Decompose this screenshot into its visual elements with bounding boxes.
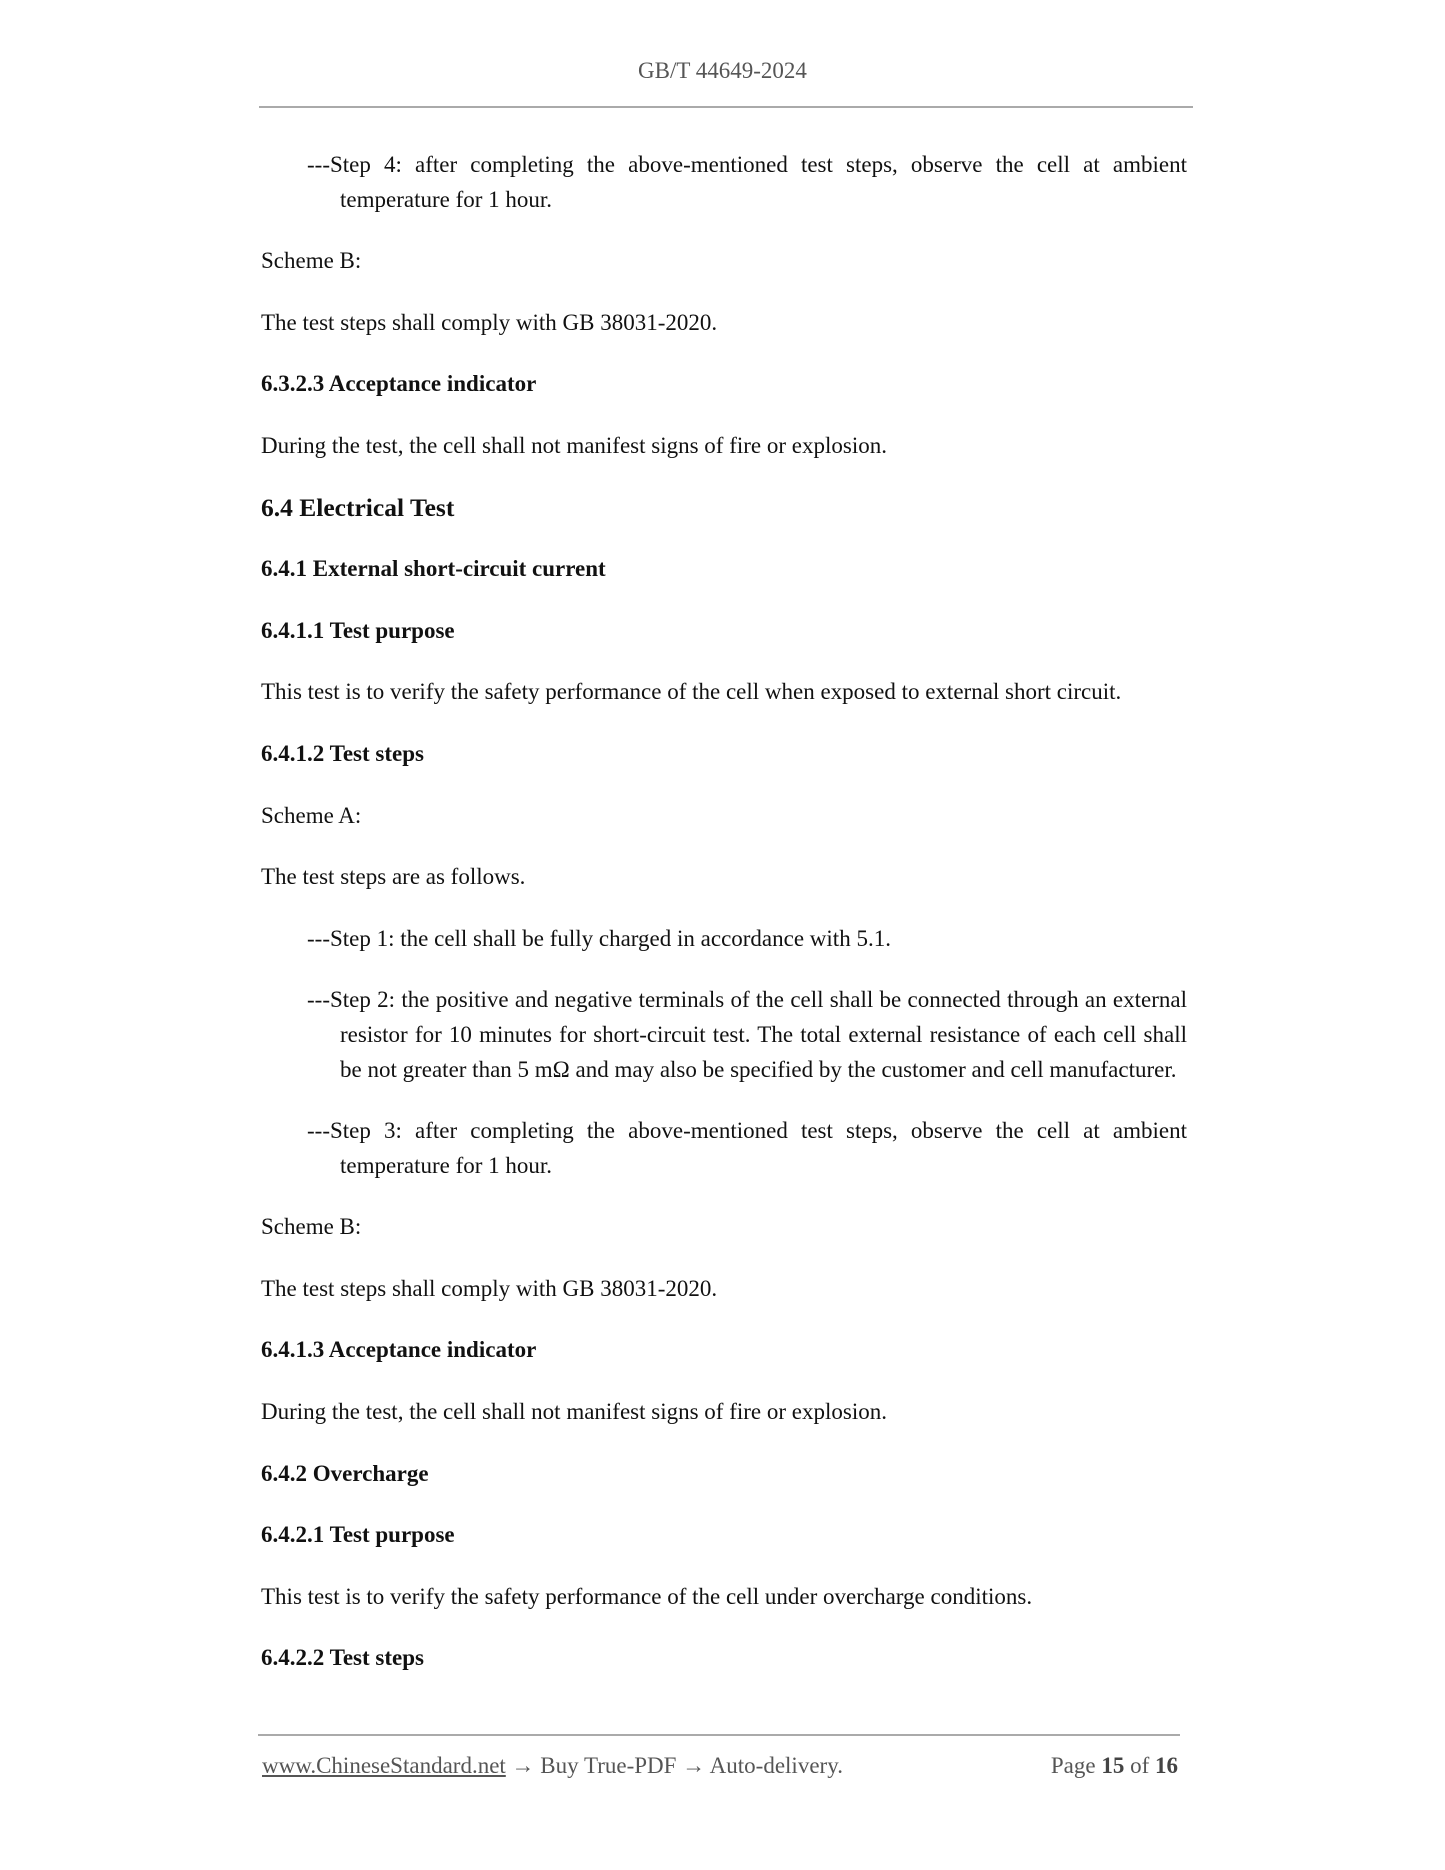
arrow-icon: →: [682, 1753, 706, 1778]
step-item: ---Step 2: the positive and negative terminals of the cell shall be connected through an external resistor for 10 minutes for short-circuit test. The total external resistance of each cell shall be not greater than 5 mΩ and may also be specified by the customer and cell manufacturer.: [307, 987, 1187, 1082]
footer-left: [262, 1753, 843, 1779]
paragraph: During the test, the cell shall not manifest signs of fire or explosion.: [261, 432, 887, 458]
of-label: of: [1130, 1753, 1150, 1778]
section-heading: 6.4 Electrical Test: [261, 492, 455, 522]
current-page: 15: [1101, 1753, 1125, 1778]
subsection-heading: 6.4.2 Overcharge: [261, 1460, 429, 1486]
step-item: ---Step 4: after completing the above-mentioned test steps, observe the cell at ambient temperature for 1 hour.: [307, 152, 1187, 212]
website-link[interactable]: www.ChineseStandard.net: [262, 1753, 506, 1778]
buy-text: Buy True-PDF: [540, 1753, 677, 1778]
subsection-heading: 6.4.2.1 Test purpose: [261, 1522, 455, 1548]
delivery-text: Auto-delivery.: [709, 1753, 843, 1778]
header-divider: [259, 106, 1193, 108]
paragraph: During the test, the cell shall not manifest signs of fire or explosion.: [261, 1399, 887, 1425]
subsection-heading: 6.4.2.2 Test steps: [261, 1645, 424, 1671]
paragraph: Scheme B:: [261, 248, 362, 274]
total-pages: 16: [1155, 1753, 1178, 1778]
arrow-icon: →: [511, 1753, 535, 1778]
subsection-heading: 6.3.2.3 Acceptance indicator: [261, 371, 537, 397]
subsection-heading: 6.4.1 External short-circuit current: [261, 556, 606, 582]
step-item: ---Step 1: the cell shall be fully charged in accordance with 5.1.: [307, 925, 891, 951]
paragraph: The test steps shall comply with GB 38031-2020.: [261, 1275, 718, 1301]
page-number: [1051, 1753, 1178, 1779]
paragraph: Scheme B:: [261, 1214, 362, 1240]
document-header: GB/T 44649-2024: [638, 58, 807, 83]
paragraph: The test steps are as follows.: [261, 864, 526, 890]
footer-divider: [258, 1734, 1180, 1736]
paragraph: This test is to verify the safety performance of the cell when exposed to external short circuit.: [261, 679, 1122, 705]
subsection-heading: 6.4.1.1 Test purpose: [261, 617, 455, 643]
subsection-heading: 6.4.1.2 Test steps: [261, 740, 424, 766]
page-label: Page: [1050, 1753, 1096, 1778]
page-footer: [262, 1753, 1178, 1779]
document-body: [261, 148, 1187, 1703]
step-item: ---Step 3: after completing the above-mentioned test steps, observe the cell at ambient temperature for 1 hour.: [307, 1118, 1187, 1178]
paragraph: This test is to verify the safety performance of the cell under overcharge conditions.: [261, 1583, 1033, 1609]
paragraph: Scheme A:: [261, 802, 362, 828]
paragraph: The test steps shall comply with GB 38031-2020.: [261, 309, 718, 335]
subsection-heading: 6.4.1.3 Acceptance indicator: [261, 1337, 537, 1363]
